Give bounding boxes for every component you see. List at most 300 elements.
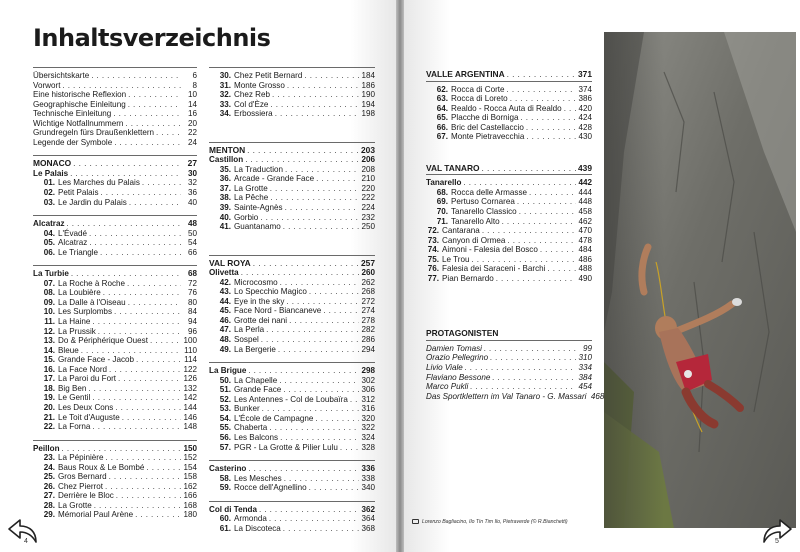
toc-entry-title: Monte Grosso	[234, 80, 285, 90]
toc-entry	[33, 327, 197, 337]
dot-leader	[482, 226, 576, 236]
divider	[209, 255, 375, 256]
toc-entry-page: 150	[183, 443, 197, 453]
dot-leader	[519, 207, 576, 217]
dot-leader	[340, 443, 359, 453]
toc-entry-number: 29.	[43, 510, 55, 520]
toc-entry	[33, 463, 197, 473]
dot-leader	[507, 236, 576, 246]
toc-entry-page: 110	[184, 345, 197, 355]
toc-entry-title: Rocce dell'Agnellino	[234, 483, 307, 493]
toc-entry-title: MONACO	[33, 158, 72, 169]
toc-entry	[426, 236, 592, 246]
dot-leader	[67, 219, 182, 229]
toc-entry-page: 368	[361, 523, 375, 533]
toc-entry-page: 306	[361, 385, 375, 395]
dot-leader	[275, 109, 359, 119]
toc-entry-number: 41.	[219, 222, 231, 232]
toc-entry-title: Flaviano Bessone	[426, 372, 491, 382]
toc-entry-number: 05.	[43, 238, 55, 248]
toc-entry-page: 68	[187, 269, 197, 279]
toc-entry-number: 14.	[43, 345, 55, 355]
divider	[426, 174, 592, 175]
toc-entry-title: La Prussik	[58, 326, 96, 336]
dot-leader	[463, 178, 576, 188]
toc-entry-page: 442	[578, 178, 592, 188]
toc-entry-title: Cantarana	[442, 226, 480, 236]
toc-entry	[209, 174, 375, 184]
dot-leader	[262, 404, 359, 414]
toc-entry-page: 439	[578, 162, 592, 173]
toc-entry	[33, 90, 197, 100]
toc-entry-number: 08.	[43, 288, 55, 298]
toc-entry	[426, 94, 592, 104]
toc-entry-number: 63.	[436, 94, 448, 104]
toc-subheading	[209, 155, 375, 165]
toc-entry	[209, 483, 375, 493]
toc-entry-number: 58.	[219, 473, 231, 483]
toc-entry-title: PGR - La Grotte & Pilier Lulu	[234, 442, 338, 452]
toc-entry	[209, 385, 375, 395]
toc-entry-title: L'École de Campagne	[234, 413, 314, 423]
toc-entry-page: 458	[578, 207, 592, 217]
dot-leader	[129, 198, 181, 208]
toc-entry	[426, 226, 592, 236]
dot-leader	[71, 269, 181, 279]
dot-leader	[81, 346, 181, 356]
toc-entry-title: Microcosmo	[234, 277, 278, 287]
dot-leader	[105, 453, 181, 463]
toc-entry	[33, 81, 197, 91]
toc-entry	[426, 245, 592, 255]
toc-entry-page: 40	[187, 197, 197, 207]
book-gutter	[396, 0, 404, 552]
dot-leader	[114, 138, 181, 148]
toc-entry	[33, 472, 197, 482]
toc-column-1	[33, 67, 197, 520]
divider	[33, 265, 197, 266]
toc-entry-protagonist	[426, 391, 605, 402]
toc-entry-title: Realdo - Rocca Auta di Realdo	[451, 103, 562, 113]
dot-leader	[517, 197, 576, 207]
toc-entry-page: 32	[187, 178, 197, 188]
toc-entry-title: Tanarello Classico	[451, 207, 517, 217]
dot-leader	[118, 374, 181, 384]
dot-leader	[279, 376, 359, 386]
toc-entry-page: 220	[361, 183, 375, 193]
toc-entry-title: La Pêche	[234, 193, 269, 203]
toc-entry-page: 166	[183, 491, 197, 501]
dot-leader	[127, 279, 181, 289]
toc-entry	[209, 109, 375, 119]
dot-leader	[128, 298, 181, 308]
toc-entry-title: La Haine	[58, 317, 91, 327]
dot-leader	[285, 203, 359, 213]
toc-entry-page: 302	[361, 375, 375, 385]
toc-subheading	[209, 464, 375, 474]
toc-entry-page: 54	[187, 238, 197, 248]
toc-entry-title: Rocca delle Armasse	[451, 187, 528, 197]
toc-entry-title: Damien Tomasi	[426, 343, 482, 353]
dot-leader	[521, 113, 577, 123]
dot-leader	[109, 365, 181, 375]
dot-leader	[502, 217, 576, 227]
toc-entry	[209, 297, 375, 307]
toc-entry	[33, 413, 197, 423]
toc-entry	[426, 85, 592, 95]
toc-entry	[209, 335, 375, 345]
toc-entry-number: 46.	[219, 315, 231, 325]
toc-entry	[209, 278, 375, 288]
toc-entry-title: Chez Pierrot	[58, 481, 103, 491]
toc-entry	[209, 81, 375, 91]
toc-entry-page: 468	[590, 391, 605, 401]
toc-entry-page: 478	[578, 235, 592, 245]
toc-entry-page: 122	[183, 364, 197, 374]
toc-entry	[33, 422, 197, 432]
toc-entry	[33, 71, 197, 81]
toc-entry-page: 152	[183, 453, 197, 463]
toc-entry-number: 24.	[43, 462, 55, 472]
toc-entry	[33, 307, 197, 317]
toc-entry	[209, 287, 375, 297]
toc-entry-title: Technische Einleitung	[33, 109, 112, 119]
toc-entry	[209, 404, 375, 414]
dot-leader	[146, 463, 181, 473]
toc-entry-number: 40.	[219, 212, 231, 222]
toc-entry	[33, 128, 197, 138]
toc-entry-page: 322	[361, 423, 375, 433]
toc-entry-page: 194	[361, 99, 375, 109]
page-number-right: 5	[775, 538, 779, 545]
toc-entry-title: Legende der Symbole	[33, 137, 113, 147]
toc-entry	[33, 109, 197, 119]
toc-entry	[33, 279, 197, 289]
toc-entry-title: Do & Périphérique Ouest	[58, 336, 148, 346]
dot-leader	[270, 100, 359, 110]
toc-entry	[209, 423, 375, 433]
dot-leader	[529, 188, 576, 198]
toc-entry-title: Arcade - Grande Face	[234, 174, 315, 184]
toc-entry-page: 8	[192, 80, 197, 90]
toc-entry-page: 148	[183, 422, 197, 432]
toc-entry	[209, 184, 375, 194]
toc-entry-page: 310	[578, 353, 592, 363]
toc-entry	[426, 188, 592, 198]
toc-entry-title: Das Sportklettern im Val Tanaro - G. Massari	[426, 391, 587, 401]
photo-caption-text: Lorenzo Bagliacino, Ilo Tin Tim Ilo, Pietraverde (© R.Bianchetti)	[422, 519, 568, 525]
toc-entry-number: 19.	[43, 393, 55, 403]
dot-leader	[92, 317, 181, 327]
dot-leader	[309, 287, 359, 297]
toc-entry-page: 80	[187, 297, 197, 307]
toc-entry-title: La Roche à Roche	[58, 278, 126, 288]
dot-leader	[114, 307, 181, 317]
toc-entry-number: 47.	[219, 325, 231, 335]
toc-entry-title: La Pépinière	[58, 453, 104, 463]
toc-entry	[33, 188, 197, 198]
toc-entry-page: 24	[187, 137, 197, 147]
toc-entry-number: 09.	[43, 297, 55, 307]
toc-entry-title: Les Deux Cons	[58, 402, 114, 412]
toc-column-3	[426, 69, 605, 401]
toc-entry-number: 42.	[219, 277, 231, 287]
divider	[33, 440, 197, 441]
toc-entry-page: 294	[361, 344, 375, 354]
toc-entry-page: 257	[361, 257, 375, 268]
dot-leader	[283, 222, 359, 232]
toc-entry-page: 454	[578, 382, 592, 392]
toc-subheading	[33, 219, 197, 229]
toc-entry-page: 260	[361, 268, 375, 278]
dot-leader	[526, 132, 576, 142]
dot-leader	[92, 393, 181, 403]
dot-leader	[496, 274, 576, 284]
dot-leader	[103, 288, 181, 298]
toc-entry	[426, 274, 592, 284]
toc-entry-title: L'Évadé	[58, 228, 87, 238]
toc-entry-title: Olivetta	[209, 268, 239, 278]
dot-leader	[309, 483, 359, 493]
toc-subheading	[33, 444, 197, 454]
toc-entry-title: La Discoteca	[234, 523, 281, 533]
dot-leader	[547, 264, 576, 274]
dot-leader	[289, 316, 359, 326]
dot-leader	[465, 363, 576, 373]
toc-entry-page: 262	[361, 277, 375, 287]
dot-leader	[135, 510, 181, 520]
toc-entry	[33, 346, 197, 356]
toc-entry-page: 420	[578, 103, 592, 113]
curved-arrow-left-icon[interactable]	[6, 514, 42, 546]
toc-entry-page: 154	[183, 462, 197, 472]
dot-leader	[105, 482, 181, 492]
dot-leader	[259, 505, 359, 515]
toc-entry	[33, 138, 197, 148]
toc-entry	[33, 119, 197, 129]
toc-entry	[209, 414, 375, 424]
toc-entry-title: Alcatraz	[58, 238, 88, 248]
toc-entry-number: 30.	[219, 71, 231, 80]
toc-entry-page: 334	[578, 363, 592, 373]
toc-entry	[209, 213, 375, 223]
toc-entry-page: 84	[187, 307, 197, 317]
toc-entry-title: Erbossiera	[234, 109, 273, 119]
toc-entry-number: 66.	[436, 122, 448, 132]
climber-photo	[604, 32, 796, 528]
dot-leader	[285, 165, 359, 175]
toc-entry-title: Vorwort	[33, 80, 61, 90]
toc-entry-number: 04.	[43, 228, 55, 238]
dot-leader	[287, 81, 359, 91]
dot-leader	[62, 81, 181, 91]
toc-entry-number: 18.	[43, 383, 55, 393]
toc-entry-page: 132	[183, 383, 197, 393]
dot-leader	[261, 335, 359, 345]
toc-entry-title: Casterino	[209, 464, 247, 474]
toc-entry-title: Le Jardin du Palais	[58, 197, 127, 207]
toc-entry	[209, 316, 375, 326]
dot-leader	[278, 345, 359, 355]
toc-entry-title: Orazio Pellegrino	[426, 353, 489, 363]
toc-heading-protagonisten: PROTAGONISTEN	[426, 328, 499, 339]
toc-entry-number: 34.	[219, 109, 231, 119]
toc-entry-page: 274	[361, 306, 375, 316]
toc-entry-number: 02.	[43, 188, 55, 198]
dot-leader	[286, 297, 359, 307]
toc-entry-title: Marco Pukli	[426, 382, 469, 392]
toc-entry	[209, 193, 375, 203]
toc-entry-number: 23.	[43, 453, 55, 463]
dot-leader	[88, 384, 181, 394]
toc-heading-valle-argentina	[426, 70, 592, 80]
toc-entry-page: 224	[361, 203, 375, 213]
toc-entry-number: 25.	[43, 472, 55, 482]
dot-leader	[350, 395, 359, 405]
toc-entry-title: Canyon di Ormea	[442, 235, 506, 245]
toc-entry-page: 22	[187, 128, 197, 138]
toc-entry-page: 324	[361, 432, 375, 442]
toc-entry-number: 01.	[43, 178, 55, 188]
dot-leader	[109, 472, 181, 482]
toc-entry-page: 320	[361, 413, 375, 423]
toc-entry-page: 48	[187, 219, 197, 229]
toc-entry-number: 50.	[219, 375, 231, 385]
toc-entry-page: 10	[187, 90, 197, 100]
dot-leader	[492, 373, 576, 383]
toc-entry-title: Monte Pietravecchia	[451, 132, 525, 142]
toc-entry-number: 61.	[219, 523, 231, 533]
dot-leader	[91, 71, 181, 81]
toc-entry-page: 94	[187, 317, 197, 327]
dot-leader	[280, 278, 359, 288]
toc-entry-number: 55.	[219, 423, 231, 433]
toc-entry-number: 48.	[219, 335, 231, 345]
toc-entry-page: 338	[361, 473, 375, 483]
toc-entry	[33, 248, 197, 258]
toc-entry-number: 54.	[219, 413, 231, 423]
toc-entry-number: 60.	[219, 514, 231, 524]
toc-entry-number: 28.	[43, 500, 55, 510]
dot-leader	[490, 353, 576, 363]
toc-entry-title: La Bergerie	[234, 344, 276, 354]
toc-entry-page: 328	[361, 442, 375, 452]
dot-leader	[304, 71, 359, 81]
dot-leader	[247, 146, 359, 156]
toc-entry-title: Tanarello	[426, 178, 462, 188]
toc-entry	[33, 238, 197, 248]
dot-leader	[484, 344, 576, 354]
toc-entry-number: 73.	[427, 235, 439, 245]
dot-leader	[128, 100, 181, 110]
toc-entry-number: 67.	[436, 132, 448, 142]
dot-leader	[253, 259, 359, 269]
curved-arrow-right-icon[interactable]	[758, 514, 794, 546]
toc-entry-page: 428	[578, 122, 592, 132]
dot-leader	[471, 255, 576, 265]
toc-entry-page: 448	[578, 197, 592, 207]
toc-entry-title: Aimoni - Falesia del Bosco	[442, 245, 538, 255]
toc-entry-title: Derrière le Bloc	[58, 491, 114, 501]
toc-entry-page: 250	[361, 222, 375, 232]
toc-entry-number: 57.	[219, 442, 231, 452]
dot-leader	[507, 85, 576, 95]
dot-leader	[101, 188, 182, 198]
toc-entry-number: 68.	[436, 187, 448, 197]
toc-entry-title: La Traduction	[234, 164, 284, 174]
toc-entry	[209, 222, 375, 232]
toc-entry-number: 26.	[43, 481, 55, 491]
dot-leader	[280, 433, 359, 443]
toc-entry	[209, 203, 375, 213]
dot-leader	[241, 268, 359, 278]
toc-entry-title: La Grotte	[58, 500, 92, 510]
toc-entry-title: Guantanamo	[234, 222, 281, 232]
toc-subheading	[209, 268, 375, 278]
toc-entry-number: 71.	[436, 216, 448, 226]
toc-entry-title: Les Mesches	[234, 473, 282, 483]
toc-entry-title: Le Triangle	[58, 247, 99, 257]
toc-entry-page: 198	[361, 109, 375, 119]
dot-leader	[260, 213, 359, 223]
toc-entry-title: Gorbio	[234, 212, 259, 222]
toc-entry-number: 37.	[219, 183, 231, 193]
toc-entry	[33, 510, 197, 520]
dot-leader	[323, 306, 359, 316]
toc-heading-val-tanaro	[426, 164, 592, 174]
dot-leader	[470, 382, 576, 392]
toc-entry-title: Col di Tenda	[209, 504, 257, 514]
toc-heading-monaco	[33, 159, 197, 169]
toc-entry-title: Mémorial Paul Arène	[58, 510, 134, 520]
toc-entry-title: Bric del Castellaccio	[451, 122, 524, 132]
toc-entry-number: 36.	[219, 174, 231, 184]
toc-entry-title: La Turbie	[33, 269, 69, 279]
toc-entry-page: 50	[187, 228, 197, 238]
toc-entry-number: 32.	[219, 90, 231, 100]
toc-entry-page: 484	[578, 245, 592, 255]
toc-entry-page: 232	[361, 212, 375, 222]
divider	[426, 81, 592, 82]
toc-entry-number: 21.	[43, 412, 55, 422]
toc-entry-page: 146	[183, 412, 197, 422]
toc-entry-title: Alcatraz	[33, 219, 65, 229]
toc-entry-title: Gros Bernard	[58, 472, 107, 482]
toc-entry-protagonist	[426, 344, 592, 354]
dot-leader	[156, 128, 181, 138]
toc-entry-page: 374	[578, 84, 592, 94]
toc-entry	[426, 123, 592, 133]
toc-entry-title: Les Marches du Palais	[58, 178, 140, 188]
toc-entry-title: Chaberta	[234, 423, 268, 433]
toc-entry-title: Pian Bernardo	[442, 273, 494, 283]
dot-leader	[113, 109, 181, 119]
toc-entry-title: Grotte dei nani	[234, 315, 288, 325]
toc-entry-title: Chez Petit Bernard	[234, 71, 303, 80]
toc-entry	[209, 345, 375, 355]
divider	[33, 215, 197, 216]
toc-entry-title: Bleue	[58, 345, 79, 355]
dot-leader	[89, 229, 181, 239]
toc-subheading	[33, 169, 197, 179]
dot-leader	[245, 155, 359, 165]
toc-entry	[426, 132, 592, 142]
toc-entry	[209, 474, 375, 484]
toc-entry-page: 144	[183, 402, 197, 412]
toc-entry-number: 43.	[219, 287, 231, 297]
dot-leader	[122, 413, 181, 423]
toc-entry-title: La Paroi du Fort	[58, 374, 117, 384]
